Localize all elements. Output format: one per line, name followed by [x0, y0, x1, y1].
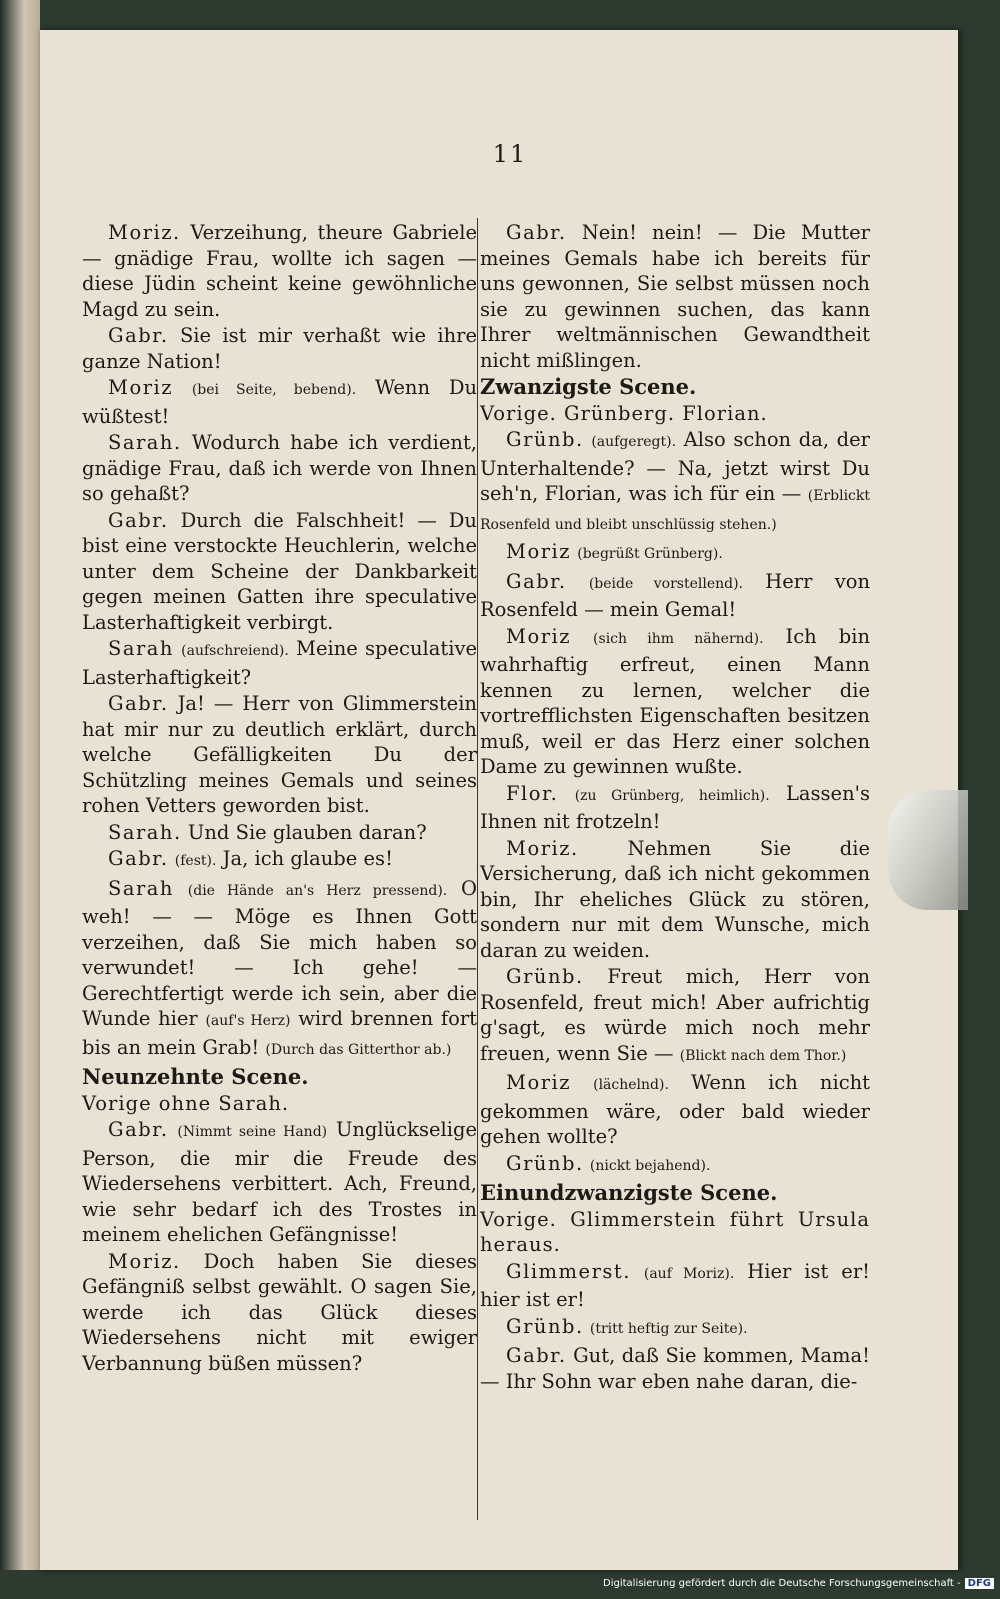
stage-direction: (bei Seite, bebend).	[191, 382, 357, 398]
stage-direction: (aufgeregt).	[591, 434, 677, 450]
dialogue-line	[82, 220, 477, 322]
speaker-name: Grünb.	[506, 1151, 584, 1175]
dialogue-line	[480, 539, 870, 568]
dialogue-line	[480, 427, 870, 538]
speaker-name: Gabr.	[108, 508, 169, 532]
speaker-name: Grünb.	[506, 428, 584, 451]
speaker-name: Sarah.	[108, 820, 182, 844]
dialogue-line	[480, 781, 870, 835]
left-column	[82, 220, 477, 1377]
dialogue-text: Wenn ich nicht gekommen wäre, oder bald wieder gehen wollte?	[480, 1071, 871, 1148]
dialogue-text: Verzeihung, theure Gabriele — gnädige Frau, wollte ich sagen — diese Jüdin scheint keine gewöhnliche Magd zu sein.	[82, 221, 477, 321]
dialogue-text: Sie ist mir verhaßt wie ihre ganze Nation!	[82, 324, 477, 373]
dialogue-text: wird brennen fort bis an mein Grab!	[82, 1007, 478, 1059]
right-column	[480, 220, 870, 1395]
speaker-name: Moriz.	[506, 836, 579, 860]
dialogue-text: Unglückselige Person, die mir die Freude des Wiedersehens verbittert.	[82, 1118, 477, 1195]
stage-direction: (sich ihm nähernd).	[593, 630, 764, 647]
dialogue-line	[480, 836, 870, 964]
dialogue-text: O weh! — — Möge es Ihnen Gott verzeihen, daß Sie mich haben so verwundet! — Ich gehe! — Gerechtfertigt werde ich sein, aber die Wunde hier	[82, 876, 478, 1030]
stage-direction: (lächelnd).	[593, 1077, 669, 1093]
dialogue-line	[480, 1259, 870, 1313]
stage-direction: (Erblickt Rosenfeld und bleibt unschlüssig stehen.)	[480, 488, 870, 533]
speaker-name: Gabr.	[506, 1344, 567, 1367]
dialogue-line	[82, 691, 477, 819]
speaker-name: Moriz	[506, 624, 572, 648]
dialogue-line	[82, 375, 477, 429]
dialogue-line	[82, 846, 477, 875]
dialogue-line	[82, 1117, 477, 1248]
dialogue-text: Durch die Falschheit! — Du bist eine verstockte Heuchlerin, welche unter dem Scheine der Dankbarkeit gegen meinen Gatten ihre speculative Lasterhaftigkeit verbirgt.	[82, 508, 477, 634]
dialogue-text: Gut, daß Sie kommen, Mama! — Ihr Sohn war eben nahe daran, die-	[480, 1344, 870, 1393]
dialogue-line	[82, 876, 477, 1064]
stage-direction: (Durch das Gitterthor ab.)	[265, 1041, 452, 1058]
speaker-name: Sarah.	[108, 431, 182, 454]
dialogue-text: Ich bin wahrhaftig erfreut, einen Mann kennen zu lernen, welcher die vortrefflichsten Eigenschaften besitzen muß, weil er das Herz einer solchen Dame zu gewinnen wußte.	[480, 624, 871, 778]
stage-direction: (auf's Herz)	[205, 1013, 291, 1029]
dialogue-text: Lassen's Ihnen nit frotzeln!	[480, 781, 871, 833]
dialogue-line	[480, 1314, 870, 1343]
dialogue-text: Herr von Rosenfeld — mein Gemal!	[480, 569, 871, 621]
scanner-clip	[888, 790, 968, 910]
stage-direction: (fest).	[174, 853, 217, 869]
dialogue-line	[480, 964, 870, 1069]
stage-direction: (begrüßt Grünberg).	[577, 546, 723, 562]
dialogue-line	[82, 430, 477, 507]
book-spine-edge	[0, 0, 40, 1570]
stage-direction: (nickt bejahend).	[589, 1157, 711, 1174]
dialogue-text: Ach, Freund, wie sehr bedarf ich des Trostes in meinem ehelichen Gefängnisse!	[82, 1172, 478, 1246]
scene-cast: Vorige. Grünberg. Florian.	[480, 401, 768, 425]
speaker-name: Moriz	[506, 1071, 572, 1094]
speaker-name: Sarah	[108, 876, 174, 900]
speaker-name: Gabr.	[108, 847, 169, 870]
dialogue-text: Doch haben Sie dieses Gefängniß selbst gewählt. O sagen Sie, werde ich das Glück dieses Wiedersehens nicht mit ewiger Verbannung büßen müssen?	[82, 1249, 477, 1375]
dialogue-text: Wodurch habe ich verdient, gnädige Frau, daß ich werde von Ihnen so gehaßt?	[82, 431, 477, 505]
dialogue-line	[82, 508, 477, 636]
speaker-name: Glimmerst.	[506, 1259, 631, 1283]
speaker-name: Flor.	[506, 781, 559, 805]
stage-direction: (die Hände an's Herz pressend).	[187, 882, 448, 899]
stage-direction: (beide vorstellend).	[588, 575, 744, 592]
dialogue-line	[82, 636, 477, 690]
dialogue-text: Hier ist er! hier ist er!	[480, 1259, 870, 1311]
dialogue-line	[480, 624, 870, 780]
speaker-name: Gabr.	[108, 1118, 169, 1141]
dialogue-line	[480, 220, 870, 373]
scene-heading: Einundzwanzigste Scene.	[480, 1180, 778, 1205]
stage-direction: (aufschreiend).	[181, 643, 289, 659]
speaker-name: Grünb.	[506, 965, 584, 988]
dialogue-text: Nein! nein! — Die Mutter meines Gemals habe ich bereits für uns gewonnen, Sie selbst müssen noch sie zu gewinnen suchen, das kann Ihrer weltmännischen Gewandtheit nicht mißlingen.	[480, 221, 871, 372]
scene-cast: Vorige ohne Sarah.	[82, 1091, 290, 1115]
dialogue-line	[480, 1151, 870, 1180]
dialogue-line	[480, 1343, 870, 1394]
stage-direction: (zu Grünberg, heimlich).	[574, 787, 770, 804]
dialogue-text: Freut mich, Herr von Rosenfeld, freut mich! Aber aufrichtig g'sagt, es würde mich noch mehr freuen, wenn Sie —	[480, 965, 870, 1065]
dialogue-text: Also schon da, der Unterhaltende? — Na, jetzt wirst Du seh'n, Florian, was ich für ein —	[480, 428, 870, 505]
dialogue-line	[82, 323, 477, 374]
stage-direction: (Blickt nach dem Thor.)	[679, 1047, 847, 1064]
stage-direction: (tritt heftig zur Seite).	[589, 1320, 748, 1337]
footer-text: Digitalisierung gefördert durch die Deutsche Forschungsgemeinschaft -	[603, 1578, 961, 1589]
dialogue-text: Und Sie glauben daran?	[187, 820, 427, 844]
dialogue-text: Meine speculative Lasterhaftigkeit?	[82, 637, 477, 689]
speaker-name: Sarah	[108, 637, 174, 660]
stage-direction: (Nimmt seine Hand)	[177, 1124, 328, 1140]
dialogue-text: Wenn Du wüßtest!	[82, 376, 478, 428]
speaker-name: Moriz	[506, 540, 572, 563]
speaker-name: Gabr.	[506, 221, 567, 244]
dialogue-text: Ja! — Herr von Glimmerstein hat mir nur zu deutlich erklärt, durch welche Gefälligkeiten Du der Schützling meines Gemals und seines rohen Vetters geworden bist.	[82, 692, 477, 817]
dialogue-line	[82, 820, 477, 846]
dialogue-line	[82, 1249, 477, 1377]
book-page	[40, 30, 958, 1570]
scene-heading: Zwanzigste Scene.	[480, 374, 697, 399]
speaker-name: Gabr.	[108, 692, 169, 715]
speaker-name: Moriz.	[108, 1249, 181, 1273]
speaker-name: Moriz.	[108, 221, 181, 244]
scene-heading: Neunzehnte Scene.	[82, 1064, 309, 1089]
dialogue-text: Nehmen Sie die Versicherung, daß ich nicht gekommen bin, Ihr eheliches Glück zu stören, sondern nur mit dem Wunsche, mich daran zu weiden.	[480, 836, 870, 962]
speaker-name: Moriz	[108, 376, 174, 399]
stage-direction: (auf Moriz).	[643, 1265, 735, 1282]
dialogue-line	[480, 1070, 870, 1150]
scene-cast: Vorige. Glimmerstein führt Ursula heraus.	[480, 1207, 870, 1256]
speaker-name: Gabr.	[108, 324, 169, 347]
speaker-name: Grünb.	[506, 1314, 584, 1338]
speaker-name: Gabr.	[506, 569, 567, 593]
page-number: 11	[492, 140, 528, 168]
footer	[603, 1578, 994, 1589]
column-divider	[477, 218, 478, 1520]
dialogue-line	[480, 569, 870, 623]
dfg-logo: DFG	[965, 1578, 994, 1589]
dialogue-text: Ja, ich glaube es!	[222, 847, 393, 870]
